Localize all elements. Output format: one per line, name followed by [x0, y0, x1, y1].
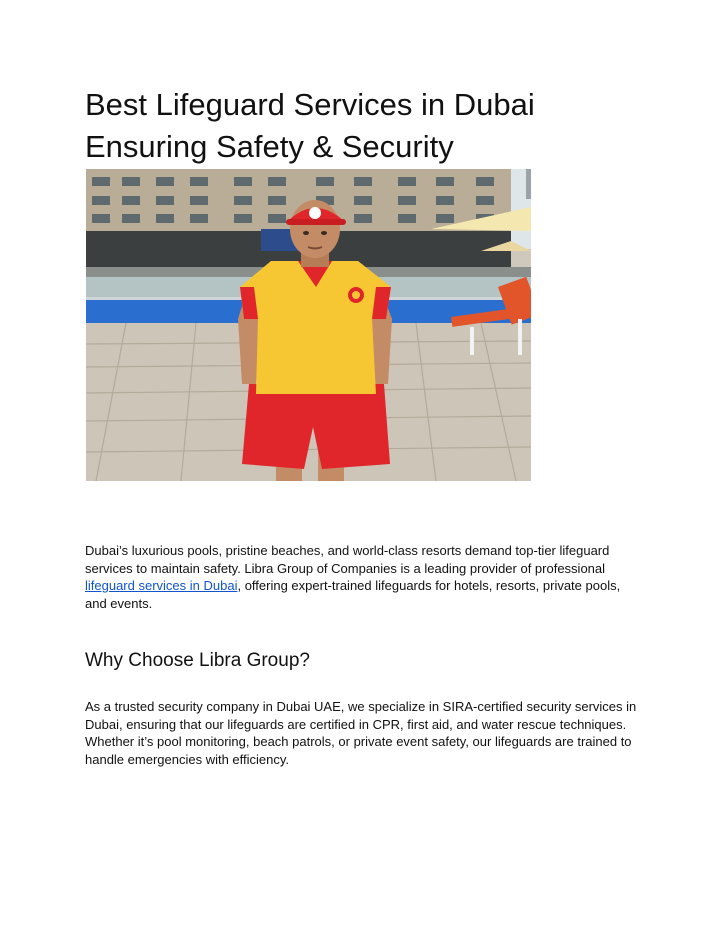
intro-paragraph: [85, 542, 640, 612]
section-paragraph: As a trusted security company in Dubai UAE, we specialize in SIRA-certified security services in Dubai, ensuring that our lifeguards are certified in CPR, first aid, and water rescue techniques. Whether it’s pool monitoring, beach patrols, or private event safety, our lifeguards are trained to handle emergencies with efficiency.: [85, 699, 637, 767]
intro-text-after: , offering expert-trained lifeguards for hotels, resorts, private pools, and events.: [85, 578, 621, 611]
page-title: [85, 84, 645, 168]
lifeguard-services-link[interactable]: lifeguard services in Dubai: [85, 578, 238, 593]
lifeguard-photo: [86, 169, 531, 481]
intro-text-before: Dubai’s luxurious pools, pristine beaches, and world-class resorts demand top-tier lifeguard services to maintain safety. Libra Group of Companies is a leading provider of professional: [85, 543, 610, 576]
section-heading: Why Choose Libra Group?: [85, 650, 310, 671]
title-line-1: Best Lifeguard Services in Dubai: [85, 87, 535, 122]
title-line-2: Ensuring Safety & Security: [85, 129, 454, 164]
